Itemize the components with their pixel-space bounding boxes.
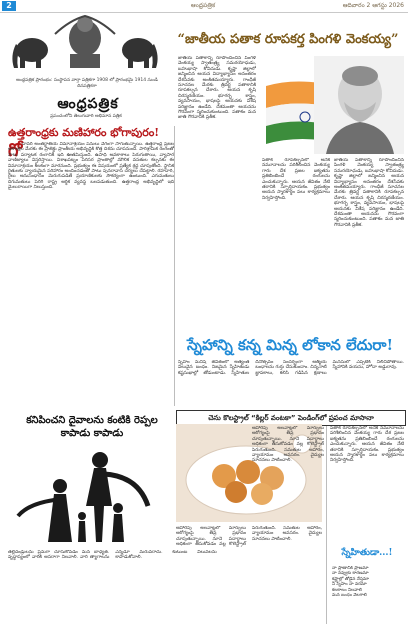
poem-lines: నా ప్రాణానికి ప్రాణమా నా నవ్వుకు కారణమా కష్టాల్లో తోడైన నేస్తమా నీ స్నేహం నా వరమా కలకాలం నిలవాలి మన బంధం వెలగాలి — [332, 566, 369, 599]
left-column-headline: ఉత్తరాంధ్రకు మణిహారం భోగాపురం! — [8, 126, 160, 139]
logo-tagline: ఆంధ్రపత్రిక ప్రారంభం: సంస్థాపన వార్తా పత్రికగా 1908 లో ప్రారంభమై 1914 నుండి దినపత్రికగా — [16, 78, 158, 89]
logo-caption: ప్రపంచంలోని తెలుగువారి అభిమాన పత్రిక — [50, 114, 122, 119]
left-column-body: దావరి అంతర్జాతీయ విమానాశ్రయం పనులు వేగంగా సాగుతున్నాయి. ఉత్తరాంధ్ర ప్రజల ఆకాంక్షల మేరకు ఈ ప్రాజెక్టు ప్రాంతీయ అభివృద్ధికి కొత్త దిశను చూపనుంది. పారిశ్రామిక రంగంతో పాటు పర్యాటక రంగానికీ ఇది ఊతమిస్తుంది. ఉపాధి అవకాశాలు పెరుగుతాయి, వ్యాపార వాణిజ్యాలు విస్తరిస్తాయి. విశాఖపట్నం పరిసర ప్రాంతాల్లో మౌలిక వసతుల కల్పనకు ఈ విమానాశ్రయం కీలకంగా మారనుంది. ప్రభుత్వం ఈ విషయంలో ప్రత్యేక శ్రద్ధ చూపుతోంది. స్థానిక రైతులకు న్యాయమైన పరిహారం అందించడంతో పాటు పునరావాస చర్యలు చేపట్టాలి. రహదారి, రైలు అనుసంధానం మెరుగుపడితే ప్రయాణికులకు సౌకర్యంగా ఉంటుంది. ఎగుమతులు దిగుమతులు పెరిగి రాష్ట్ర ఆర్థిక వ్యవస్థ బలపడుతుంది. ఉత్తరాంధ్ర అభివృద్ధిలో ఇది మైలురాయిగా నిలుస్తుంది. — [8, 142, 174, 191]
health-article-sidebar: ఆహారపు అలవాట్లలో మార్పులు ఆరోగ్యంపై తీవ్ర ప్రభావం చూపుతున్నాయి. నూనె పదార్థాలు అధికంగా తీసుకోవడం వల్ల కొలెస్ట్రాల్ పెరుగుతుంది. సమతుల ఆహారం, వ్యాయామం అవసరం. వైద్యుల సూచనలు పాటించాలి. — [252, 426, 324, 464]
feature-headline: “జాతీయ పతాక రూపకర్త పింగళి వెంకయ్య” — [177, 32, 399, 47]
right-column-body: పతాక రూపకల్పనలో అనేక నమూనాలను పరిశీలించిన వెంకయ్య గారు దేశ ప్రజల ఐక్యతను ప్రతిబింబించే రంగులను ఎంచుకున్నారు. ఆయన జీవితం నేటి తరానికి స్ఫూర్తిదాయకం. ప్రభుత్వం ఆయన స్మారకార్థం పలు కార్యక్రమాలు నిర్వహిస్తోంది. — [330, 426, 404, 464]
drop-cap: గో — [8, 140, 23, 161]
parents-article-body: తల్లిదండ్రులను ప్రేమగా చూసుకోవడం మన బాధ్యత. వృద్ధాప్యంలో వారికి ఆసరాగా నిలవాలి. వారి త్యాగాలను ఎన్నడూ మరువరాదు. కుటుంబ విలువలను కాపాడుకోవాలి. — [8, 550, 217, 561]
center-article-body: జాతీయ పతాకాన్ని రూపొందించిన పింగళి వెంకయ్య స్వాతంత్ర్య సమరయోధుడు, బహుభాషా కోవిదుడు. కృష్ణా జిల్లాలో జన్మించిన ఆయన విద్యాభ్యాసం అనంతరం దేశసేవకు అంకితమయ్యారు. గాంధీజీ సూచనల మేరకు త్రివర్ణ పతాకానికి రూపకల్పన చేశారు. ఆయన కృషి చిరస్మరణీయం. భూగర్భ శాస్త్రం, వ్యవసాయం, భాషలపై ఆయనకు విశేష పరిజ్ఞానం ఉండేది. దేశమంతా ఆయనను గౌరవంగా స్మరించుకుంటుంది. పతాకం మన జాతి గౌరవానికి ప్రతీక. — [178, 56, 256, 121]
family-silhouette-illustration — [8, 446, 168, 546]
right-article-body-2: జాతీయ పతాకాన్ని రూపొందించిన పింగళి వెంకయ్య స్వాతంత్ర్య సమరయోధుడు, బహుభాషా కోవిదుడు. కృష్ణా జిల్లాలో జన్మించిన ఆయన విద్యాభ్యాసం అనంతరం దేశసేవకు అంకితమయ్యారు. గాంధీజీ సూచనల మేరకు త్రివర్ణ పతాకానికి రూపకల్పన చేశారు. ఆయన కృషి చిరస్మరణీయం. భూగర్భ శాస్త్రం, వ్యవసాయం, భాషలపై ఆయనకు విశేష పరిజ్ఞానం ఉండేది. దేశమంతా ఆయనను గౌరవంగా స్మరించుకుంటుంది. పతాకం మన జాతి గౌరవానికి ప్రతీక. — [334, 158, 404, 228]
page-number-badge: 2 — [2, 1, 16, 11]
health-article-ribbon: చెను కొలస్ట్రాల్ “కిల్లర్ వంటకా” పెండింగ్‌లో ప్రపంచ మాసానా — [176, 410, 406, 426]
poem-title: స్నేహితుడా...! — [341, 548, 393, 558]
health-article-body: ఆహారపు అలవాట్లలో మార్పులు ఆరోగ్యంపై తీవ్ర ప్రభావం చూపుతున్నాయి. నూనె పదార్థాలు అధికంగా తీసుకోవడం వల్ల కొలెస్ట్రాల్ పెరుగుతుంది. సమతుల ఆహారం, వ్యాయామం అవసరం. వైద్యుల సూచనలు పాటించాలి. — [176, 526, 322, 548]
date-line: ఆదివారం 2 ఆగస్టు 2026 — [342, 2, 404, 9]
right-article-body: పతాక రూపకల్పనలో అనేక నమూనాలను పరిశీలించిన వెంకయ్య గారు దేశ ప్రజల ఐక్యతను ప్రతిబింబించే రంగులను ఎంచుకున్నారు. ఆయన జీవితం నేటి తరానికి స్ఫూర్తిదాయకం. ప్రభుత్వం ఆయన స్మారకార్థం పలు కార్యక్రమాలు నిర్వహిస్తోంది. — [262, 158, 330, 201]
friendship-headline: స్నేహాన్ని కన్న మిన్న లోకాన లేదురా! — [186, 336, 394, 354]
newspaper-logo-title: ఆంధ్రపత్రిక — [57, 96, 119, 112]
column-divider — [174, 126, 175, 406]
column-divider — [326, 424, 327, 624]
masthead-small: ఆంధ్రపత్రిక — [190, 2, 216, 9]
parents-headline: కనిపించని దైవాలను కంటికి రెప్పల కాపాడు కాపాడు — [26, 415, 158, 439]
portrait-photo — [314, 56, 404, 154]
friendship-article-body: స్నేహం మనిషి జీవితంలో అత్యంత విలువైన బంధం. నిజమైన స్నేహితుడు కష్టసుఖాల్లో తోడుంటాడు. స్నేహితుల దినోత్సవం సందర్భంగా ఆత్మీయ బంధాలను గుర్తు చేసుకుందాం. చిన్ననాటి జ్ఞాపకాలు, కలిసి గడిపిన క్షణాలు మనసులో ఎప్పటికీ నిలిచిపోతాయి. స్నేహానికి వయసు, హోదా అడ్డురావు. — [178, 360, 404, 376]
elephant-emblem-logo — [10, 14, 160, 70]
